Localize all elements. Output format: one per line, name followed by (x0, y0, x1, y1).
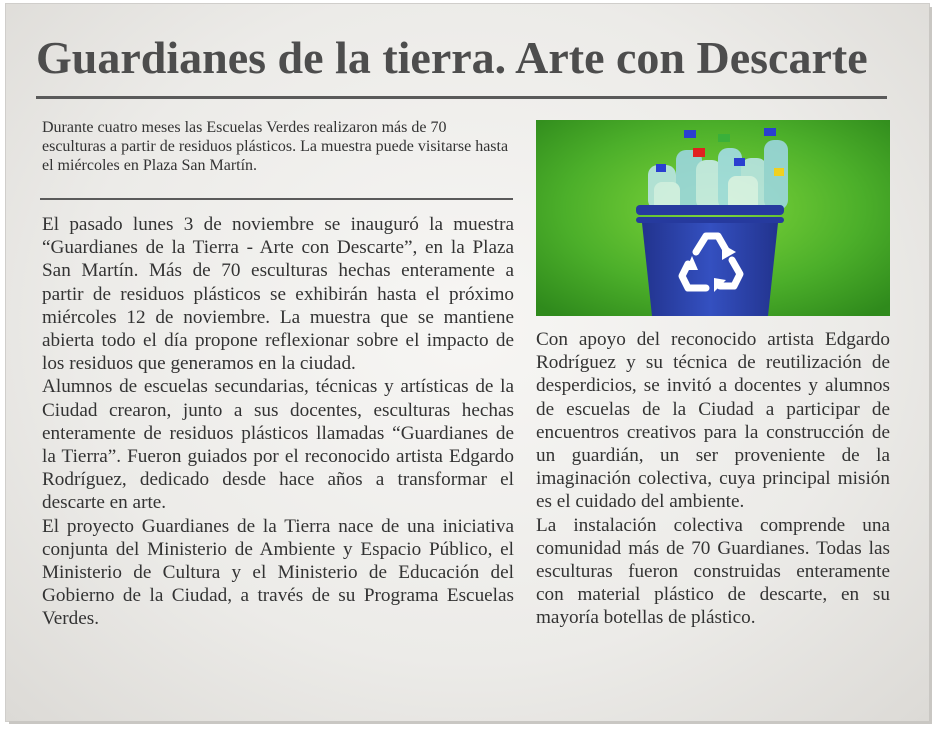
title-divider (36, 96, 887, 99)
paragraph: El proyecto Guardianes de la Tierra nace de una iniciativa conjunta del Ministerio de Ambiente y Espacio Público, el Ministerio de Cultura y el Ministerio de Educación del Gobierno de la Ciudad, a través de su Programa Escuelas Verdes. (42, 515, 514, 630)
lead-divider (40, 198, 513, 200)
recycling-bin-illustration (536, 120, 890, 316)
paragraph: La instalación colectiva comprende una comunidad más de 70 Guardianes. Todas las esculturas fueron construidas enteramente con material plástico de descarte, en su mayoría botellas de plástico. (536, 514, 890, 629)
article-right-column (536, 328, 890, 630)
paragraph: El pasado lunes 3 de noviembre se inauguró la muestra “Guardianes de la Tierra - Arte con Descarte”, en la Plaza San Martín. Más de 70 esculturas hechas enteramente a partir de residuos plásticos se exhibirán hasta el próximo miércoles 12 de noviembre. La muestra que se mantiene abierta todo el día propone reflexionar sobre el impacto de los residuos que generamos en la ciudad. (42, 214, 514, 375)
paragraph: Alumnos de escuelas secundarias, técnicas y artísticas de la Ciudad crearon, junto a sus docentes, esculturas hechas enteramente de residuos plásticos llamadas “Guardianes de la Tierra”. Fueron guiados por el reconocido artista Edgardo Rodríguez, dedicado desde hace años a transformar el descarte en arte. (42, 376, 514, 514)
article-left-column (42, 213, 514, 631)
paragraph: Con apoyo del reconocido artista Edgardo Rodríguez y su técnica de reutilización de desperdicios, se invitó a docentes y alumnos de escuelas de la Ciudad a participar de encuentros creativos para la construcción de un guardián, un ser proveniente de la imaginación colectiva, cuya principal misión es el cuidado del ambiente. (536, 329, 890, 513)
article-title: Guardianes de la tierra. Arte con Descarte (36, 32, 868, 83)
article-lead: Durante cuatro meses las Escuelas Verdes realizaron más de 70 esculturas a partir de residuos plásticos. La muestra puede visitarse hasta el miércoles en Plaza San Martín. (42, 119, 509, 174)
recycling-bin-image (536, 120, 890, 316)
